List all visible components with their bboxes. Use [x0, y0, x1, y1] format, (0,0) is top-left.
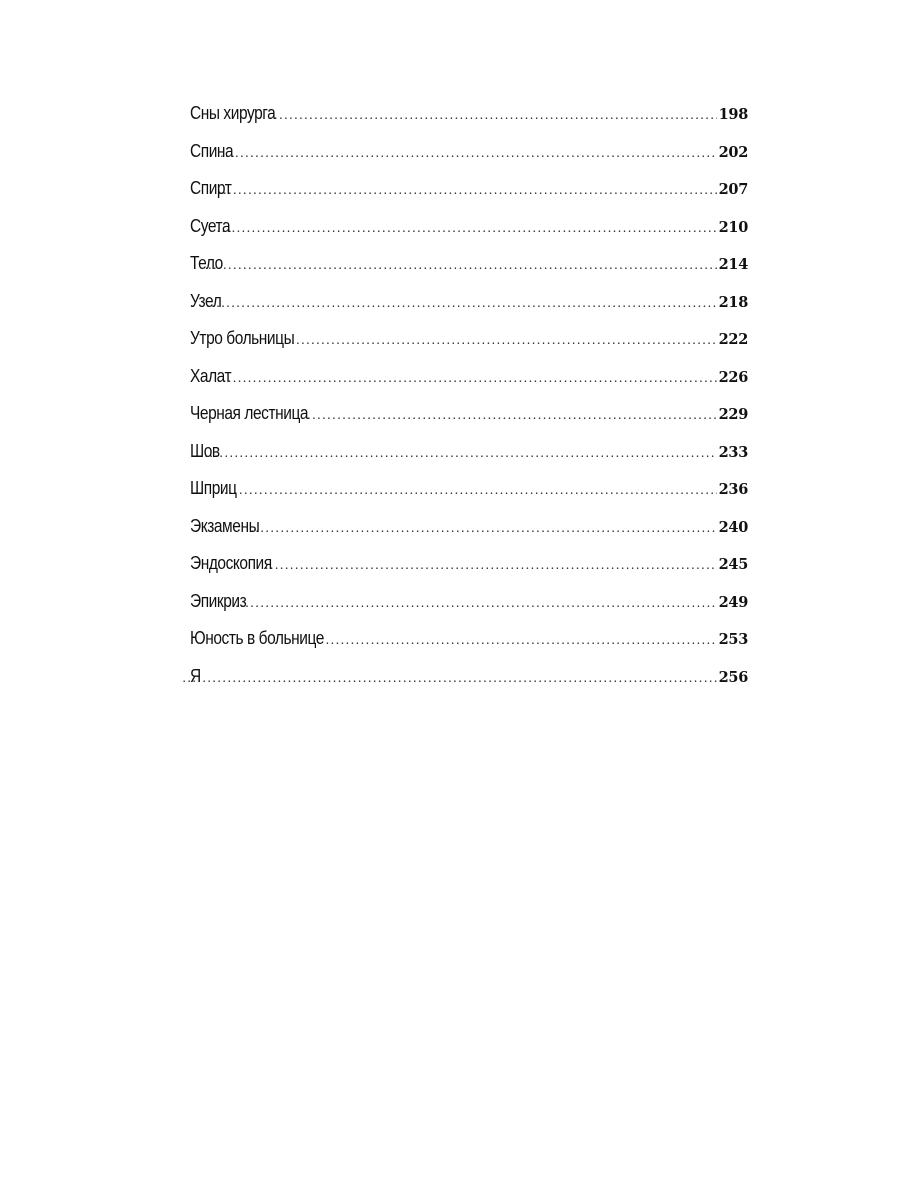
- toc-entry: [190, 625, 748, 663]
- toc-entry-page-number: 207: [718, 181, 748, 198]
- toc-entry-title: Утро больницы: [190, 328, 295, 348]
- dot-leader: [206, 290, 717, 316]
- toc-entry-page-number: 222: [718, 331, 748, 348]
- dot-leader: [250, 515, 716, 541]
- toc-entry-title: Эндоскопия: [190, 553, 272, 573]
- toc-entry: [190, 213, 748, 251]
- toc-entry: [190, 475, 748, 513]
- dot-leader: [307, 402, 717, 428]
- toc-entry-title: Суета: [190, 215, 231, 236]
- toc-entry-title: Черная лестница: [190, 403, 309, 423]
- toc-entry-page-number: 256: [718, 668, 748, 686]
- dot-leader: [325, 627, 716, 653]
- toc-entry-title: Спирт: [190, 178, 232, 198]
- toc-entry-title: Тело: [190, 253, 223, 273]
- dot-leader: [224, 477, 717, 503]
- toc-entry-page-number: 214: [718, 256, 748, 273]
- toc-entry-title: Я: [190, 665, 201, 686]
- toc-entry: [190, 250, 748, 288]
- dot-leader: [220, 140, 717, 166]
- toc-entry-title: Халат: [190, 365, 232, 386]
- toc-entry: [190, 550, 748, 588]
- toc-entry: [190, 175, 748, 213]
- dot-leader: [218, 365, 717, 391]
- toc-entry-page-number: 202: [718, 143, 748, 161]
- toc-entry-page-number: 218: [718, 293, 748, 311]
- toc-entry-page-number: 233: [718, 443, 748, 461]
- toc-entry-page-number: 198: [718, 106, 748, 123]
- toc-entry-title: Шприц: [190, 478, 237, 498]
- toc-entry-page-number: 245: [718, 556, 748, 573]
- toc-entry: [190, 363, 748, 401]
- toc-entry-page-number: 253: [718, 631, 748, 648]
- dot-leader: [182, 665, 716, 691]
- toc-entry: [190, 663, 748, 701]
- toc-entry-title: Шов: [190, 440, 220, 461]
- toc-entry: [190, 588, 748, 626]
- toc-entry-title: Эпикриз: [190, 590, 247, 611]
- dot-leader: [204, 440, 716, 466]
- toc-entry: [190, 325, 748, 363]
- toc-entry: [190, 400, 748, 438]
- table-of-contents: [190, 100, 748, 700]
- dot-leader: [218, 177, 717, 203]
- toc-entry-title: Сны хирурга: [190, 103, 276, 123]
- dot-leader: [269, 102, 717, 128]
- toc-entry: [190, 100, 748, 138]
- toc-entry: [190, 138, 748, 176]
- toc-entry: [190, 438, 748, 476]
- toc-entry-title: Юность в больнице: [190, 628, 324, 648]
- dot-leader: [208, 252, 717, 278]
- toc-entry: [190, 513, 748, 551]
- toc-entry-page-number: 249: [718, 593, 748, 611]
- dot-leader: [291, 327, 717, 353]
- toc-entry: [190, 288, 748, 326]
- dot-leader: [235, 590, 717, 616]
- toc-entry-page-number: 236: [718, 481, 748, 498]
- dot-leader: [265, 552, 717, 578]
- toc-entry-title: Узел: [190, 290, 222, 311]
- toc-entry-page-number: 226: [718, 368, 748, 386]
- toc-entry-page-number: 240: [718, 518, 748, 536]
- dot-leader: [216, 215, 716, 241]
- toc-entry-title: Экзамены: [190, 515, 260, 536]
- toc-entry-page-number: 210: [718, 218, 748, 236]
- toc-entry-title: Спина: [190, 140, 234, 161]
- toc-entry-page-number: 229: [718, 406, 748, 423]
